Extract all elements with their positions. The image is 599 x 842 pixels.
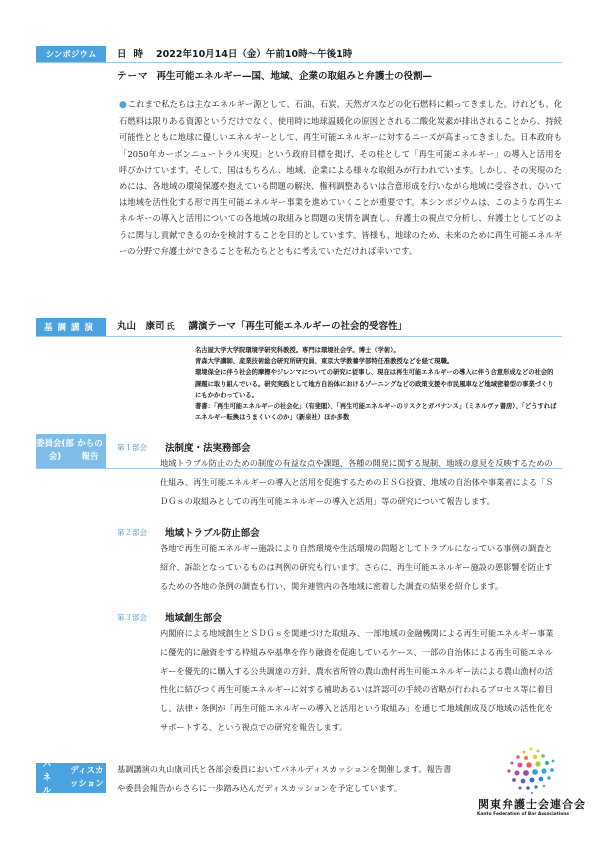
symposium-label: シンポジウム [36, 46, 106, 62]
organizer-name: 関東弁護士会連合会 [478, 798, 586, 811]
reports-label-line2: からの報告 [77, 439, 103, 462]
bullet-dot-icon: ● [119, 100, 127, 110]
committee-3-tag: 第３部会 [117, 613, 147, 622]
speaker-line [117, 318, 407, 332]
organizer-english-name: Kanto Federation of Bar Associations [477, 812, 569, 817]
symposium-intro [119, 96, 562, 259]
committee-2-title: 地域トラブル防止部会 [165, 528, 260, 539]
committee-3-title: 地域創生部会 [165, 613, 223, 624]
dot-cluster-logo-icon [500, 745, 562, 795]
speaker-profile [195, 345, 557, 423]
date-key: 日時 [117, 49, 151, 60]
keynote-label: 基調講演 [36, 318, 106, 336]
speaker-honorific: 氏 [166, 322, 175, 331]
symposium-date-line [117, 46, 352, 60]
profile-line: 環境保全に伴う社会的摩擦やジレンマについての研究に従事し、現在は再生可能エネルギーの導入に伴う合意形成などの社会的課題に取り組んでいる。研究実践として地方自治体におけるゾーニングなどの政策支援や市民風車など地域密着型の事業づくりにもかかわっている。 [195, 369, 554, 399]
committee-1-body: 地域トラブル防止のための制度の有益な点や課題、各種の開発に関する規制、地域の意見を反映するための仕組み、再生可能エネルギーの導入と活用を促進するためのＥＳＧ投資、地域の自治体や事業者による「ＳＤＧｓの取組みとしての再生可能エネルギーの導入と活用」等の研究について報告します。 [160, 458, 554, 506]
profile-line: 名古屋大学大学院環境学研究科教授。専門は環境社会学。博士（学術）。 [195, 347, 400, 354]
keynote-rule [36, 336, 562, 337]
profile-line: 著書：「再生可能エネルギーの社会化」（有斐閣）、「再生可能エネルギーのリスクとガバナンス」（ミネルヴァ書房）、「どうすればエネルギー転換はうまくいくのか」（新泉社）ほか多数 [195, 403, 557, 422]
panel-label [36, 759, 106, 796]
committee-1-tag: 第１部会 [117, 443, 147, 452]
symposium-theme-line [117, 68, 432, 82]
panel-label-line1: パネル [42, 759, 62, 796]
committee-3-body: 内閣府による地域創生とＳＤＧｓを関連づけた取組み、一部地域の金融機関による再生可能エネルギー事業に優先的に融資をする枠組みや基準を作り融資を促進しているケース、一部の自治体による再生可能エネルギーを優先的に購入する公共調達の方針、農水省所管の農山漁村再生可能エネルギー法による農山漁村の活性化に結びつく再生可能エネルギーに対する補助あるいは許認可の手続の省略が行われるプロセス等に着目し、法律・条例が「再生可能エネルギーの導入と活用という取組み」を通じて地域創成及び地域の活性化をサポートする、という視点での研究を報告します。 [160, 628, 554, 732]
keynote-theme: 講演テーマ「再生可能エネルギーの社会的受容性」 [188, 321, 408, 332]
reports-label-line1: 委員会(部会) [36, 439, 74, 462]
profile-line: 青森大学講師、産業技術総合研究所研究員、東京大学教養学部特任准教授などを経て現職。 [195, 358, 454, 366]
committee-2-tag: 第２部会 [117, 528, 147, 537]
speaker-name: 丸山 康司 [117, 321, 165, 332]
date-value: 2022年10月14日（金）午前10時〜午後1時 [156, 49, 353, 60]
committee-2-body: 各地で再生可能エネルギー施設により自然環境や生活環境の問題としてトラブルになっている事例の調査と紹介、訴訟となっているものは判例の研究も行います。さらに、再生可能エネルギー施設の悪影響を防止するための各地の条例の調査も行い、関弁連管内の各地域に密着した調査の結果を紹介します。 [160, 543, 553, 591]
panel-body: 基調講演の丸山康司氏と各部会委員においてパネルディスカッションを開催します。報告書や委員会報告からさらに一歩踏み込んだディスカッションを予定しています。 [117, 764, 452, 793]
theme-key: テーマ [117, 71, 149, 82]
intro-text: これまで私たちは主なエネルギー源として、石油、石炭、天然ガスなどの化石燃料に頼ってきました。けれども、化石燃料は限りある資源というだけでなく、使用時に地球温暖化の原因とされる二酸化炭素が排出されることから、持続可能性とともに地球に優しいエネルギーとして、再生可能エネルギーに対するニーズが高まってきました。日本政府も「2050年カーボンニュートラル実現」という政府目標を掲げ、その柱として「再生可能エネルギー」の導入と活用を呼びかけています。そして、国はもちろん、地域、企業による様々な取組みが行われています。しかし、その実現のためには、各地域の環境保護や抱えている問題の解決、権利調整あるいは合意形成を行いながら地域に受容され、ひいては地域を活性化する形で再生可能エネルギー事業を進めていくことが重要です。本シンポジウムは、このような再生エネルギーの導入と活用についての各地域の取組みと問題の実情を調査し、弁護士の視点で分析し、弁護士としてどのように関与し貢献できるのかを検討することを目的としています。皆様も、地球のため、未来のために再生可能エネルギーの分野で弁護士ができることを私たちとともに考えていただければ幸いです。 [119, 99, 563, 256]
reports-label [36, 434, 106, 468]
panel-label-line2: ディスカッション [69, 766, 104, 789]
theme-value: 再生可能エネルギー—国、地域、企業の取組みと弁護士の役割— [156, 71, 433, 82]
symposium-rule [36, 62, 562, 63]
committee-1-title: 法制度・法実務部会 [165, 443, 251, 454]
